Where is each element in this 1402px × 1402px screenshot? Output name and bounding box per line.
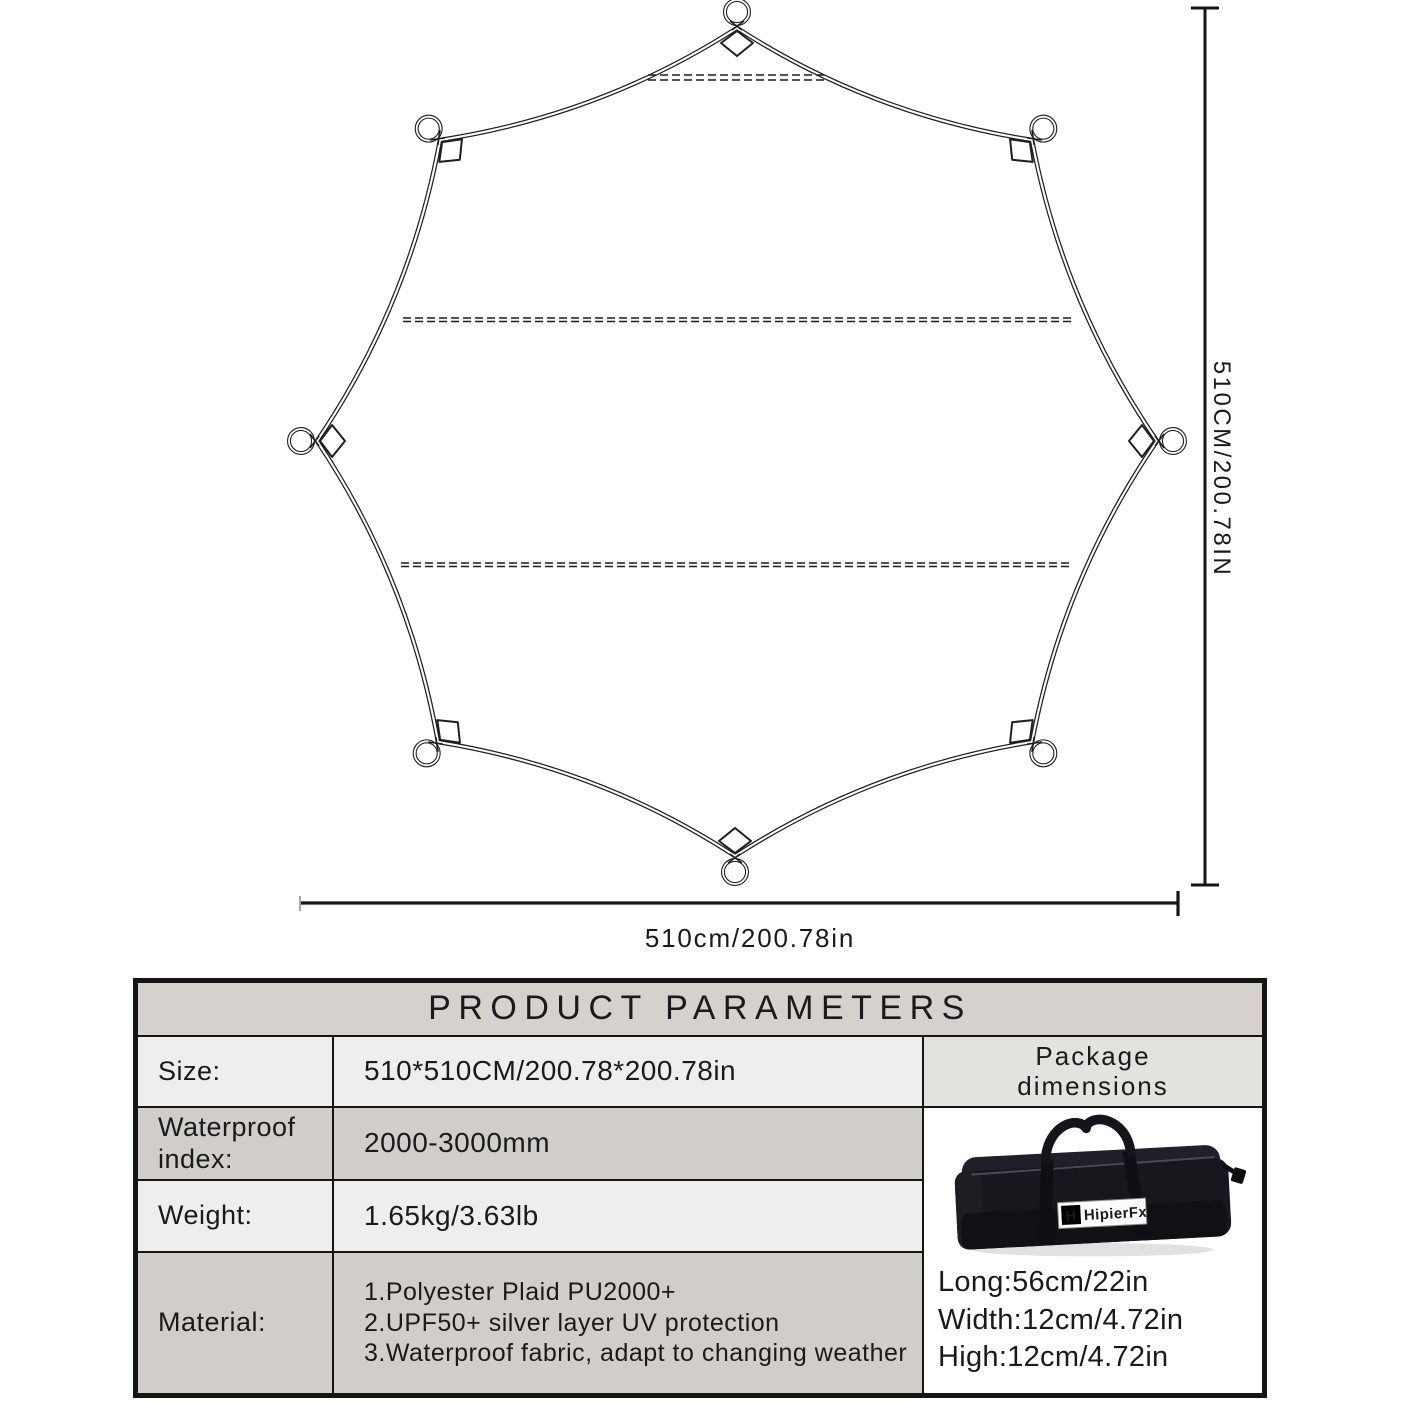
waterproof-label-cell (137, 1107, 333, 1180)
bag-brand-text: HipierFx (1083, 1204, 1148, 1225)
package-dimensions-header-cell (923, 1036, 1263, 1107)
height-dimension-label: 510CM/200.78IN (1208, 360, 1235, 578)
material-label: Material: (158, 1307, 267, 1338)
weight-value: 1.65kg/3.63lb (364, 1199, 539, 1231)
width-dimension-label: 510cm/200.78in (644, 923, 856, 953)
size-label: Size: (158, 1055, 221, 1086)
table-title-text: PRODUCT PARAMETERS (428, 989, 972, 1028)
carry-bag-image (935, 1112, 1251, 1262)
package-dimensions-header: Package dimensions (1017, 1040, 1169, 1101)
bag-brand-label (1057, 1198, 1148, 1228)
package-dimensions-text (924, 1264, 1262, 1377)
package-dimensions-cell (923, 1107, 1263, 1394)
material-value-cell (333, 1252, 923, 1394)
seam-line-lower (401, 563, 1070, 567)
waterproof-value: 2000-3000mm (364, 1127, 551, 1159)
weight-label: Weight: (158, 1200, 253, 1231)
size-label-cell (137, 1036, 333, 1107)
duffel-bag-icon (952, 1112, 1250, 1250)
product-parameters-table (133, 978, 1267, 1398)
material-line-2: 2.UPF50+ silver layer UV protection (364, 1308, 780, 1337)
size-value: 510*510CM/200.78*200.78in (364, 1055, 737, 1087)
package-high: High:12cm/4.72in (938, 1341, 1169, 1374)
table-title (137, 982, 1263, 1036)
material-label-cell (137, 1252, 333, 1394)
waterproof-label: Waterproof index: (158, 1112, 296, 1174)
package-width: Width:12cm/4.72in (938, 1303, 1184, 1336)
weight-value-cell (333, 1180, 923, 1252)
material-line-3: 3.Waterproof fabric, adapt to changing weather (364, 1339, 908, 1368)
seam-line-middle (403, 318, 1072, 322)
seam-line-top (648, 75, 827, 80)
size-value-cell (333, 1036, 923, 1107)
waterproof-value-cell (333, 1107, 923, 1180)
width-dimension-line (300, 891, 1178, 916)
weight-label-cell (137, 1180, 333, 1252)
bag-brand-initial: H (1065, 1208, 1077, 1225)
material-line-1: 1.Polyester Plaid PU2000+ (364, 1277, 676, 1306)
package-long: Long:56cm/22in (938, 1266, 1149, 1298)
